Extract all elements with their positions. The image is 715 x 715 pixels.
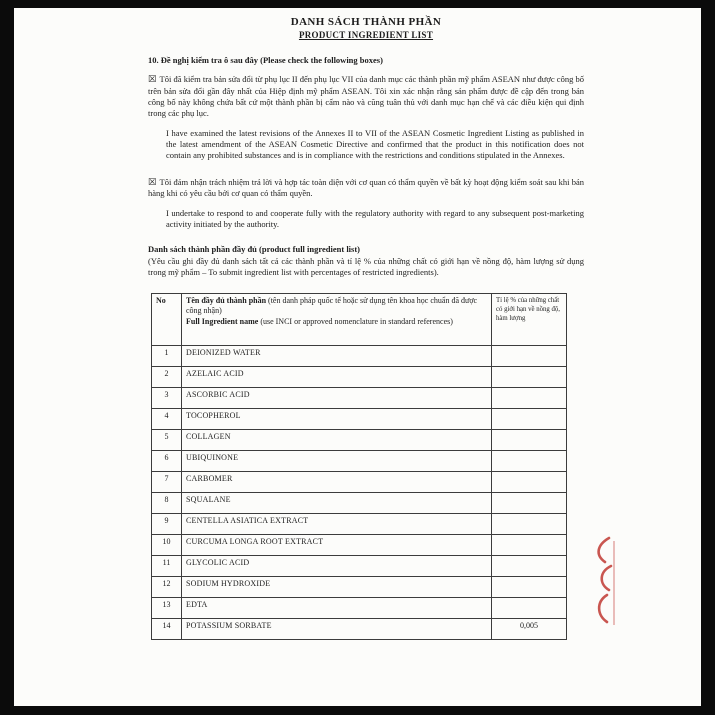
table-header-row [152,293,567,345]
col-header-ingredient-name [182,293,492,345]
cell-name: UBIQUINONE [182,450,492,471]
document-title-vietnamese: DANH SÁCH THÀNH PHẦN [290,16,442,28]
table-row [152,345,567,366]
cell-pct [492,429,567,450]
cell-no: 7 [152,471,182,492]
cell-name: DEIONIZED WATER [182,345,492,366]
cell-pct: 0,005 [492,618,567,639]
full-ingredient-list-heading: Danh sách thành phần đầy đủ (product full ingredient list) [148,244,361,255]
table-row [152,408,567,429]
table-row [152,597,567,618]
cell-no: 8 [152,492,182,513]
cell-pct [492,450,567,471]
document-title-english: PRODUCT INGREDIENT LIST [298,30,434,40]
section-10-heading: 10. Đề nghị kiểm tra ô sau đây (Please check the following boxes) [148,55,383,65]
cell-pct [492,387,567,408]
cell-pct [492,513,567,534]
cell-no: 13 [152,597,182,618]
table-row [152,387,567,408]
cell-name: SQUALANE [182,492,492,513]
cell-pct [492,408,567,429]
cell-pct [492,597,567,618]
cell-name: ASCORBIC ACID [182,387,492,408]
checked-checkbox-icon: ☒ [148,75,157,85]
col-header-no: No [152,293,182,345]
table-row [152,429,567,450]
cell-name: CARBOMER [182,471,492,492]
cell-pct [492,366,567,387]
table-row [152,513,567,534]
checked-checkbox-icon: ☒ [148,177,157,188]
header-name-vi-rest: (tên danh pháp quốc tế hoặc sử dụng tên khoa học chuẩn đã được công nhận) [186,295,478,316]
cell-pct [492,345,567,366]
declaration-1-vietnamese [148,74,584,119]
cell-no: 14 [152,618,182,639]
declaration-2-vietnamese [148,177,584,200]
cell-name: CURCUMA LONGA ROOT EXTRACT [182,534,492,555]
header-name-en-rest: (use INCI or approved nomenclature in standard references) [260,317,453,327]
table-row [152,471,567,492]
ingredient-table [151,293,567,640]
table-row [152,450,567,471]
cell-name: SODIUM HYDROXIDE [182,576,492,597]
header-name-vi-bold: Tên đầy đủ thành phần [186,295,267,305]
declaration-2-vietnamese-text: Tôi đảm nhận trách nhiệm trả lời và hợp tác toàn diện với cơ quan có thẩm quyền về bất kỳ hoạt động kiểm soát sau khi bán hàng khi có yêu cầu bởi cơ quan có thẩm quyền. [148,176,584,199]
cell-name: POTASSIUM SORBATE [182,618,492,639]
cell-pct [492,576,567,597]
col-header-percentage: Tỉ lệ % của những chất có giới hạn về nồng độ, hàm lượng [492,293,567,345]
cell-no: 5 [152,429,182,450]
declaration-1-english: I have examined the latest revisions of the Annexes II to VII of the ASEAN Cosmetic Ingredient Listing as published in the latest amendment of the ASEAN Cosmetic Directive and confirmed that the product in this notification does not contain any prohibited substances and is in compliance with the restrictions and conditions stipulated in the Annexes. [166,127,584,160]
cell-no: 4 [152,408,182,429]
cell-name: CENTELLA ASIATICA EXTRACT [182,513,492,534]
table-row [152,366,567,387]
cell-pct [492,471,567,492]
cell-no: 12 [152,576,182,597]
cell-name: GLYCOLIC ACID [182,555,492,576]
cell-name: TOCOPHEROL [182,408,492,429]
table-row [152,618,567,639]
cell-pct [492,492,567,513]
cell-pct [492,555,567,576]
cell-name: AZELAIC ACID [182,366,492,387]
table-row [152,576,567,597]
table-row [152,555,567,576]
declaration-1-vietnamese-text: Tôi đã kiểm tra bản sửa đổi từ phụ lục II đến phụ lục VII của danh mục các thành phần mỹ phẩm ASEAN như được công bố trên bản sửa đổi gần đây nhất của Hiệp định mỹ phẩm ASEAN. Tôi xin xác nhận rằng sản phẩm được đề cập đến trong bản công bố này không chứa bất cứ một thành phần bị cấm nào và cũng tuân thủ với danh mục hạn chế và các điều kiện qui định trong các phụ lục. [148,74,584,118]
cell-pct [492,534,567,555]
header-name-en-bold: Full Ingredient name [186,317,259,327]
ingredient-table-body [152,345,567,639]
full-ingredient-list-note: (Yêu cầu ghi đầy đủ danh sách tất cả các thành phần và tỉ lệ % của những chất có giới hạn về nồng độ, hàm lượng sử dụng trong mỹ phẩm – To submit ingredient list with percentages of restricted ingredients). [148,256,584,278]
cell-no: 2 [152,366,182,387]
cell-no: 11 [152,555,182,576]
table-row [152,534,567,555]
cell-no: 6 [152,450,182,471]
cell-no: 1 [152,345,182,366]
red-stamp-mark [589,535,619,633]
cell-name: EDTA [182,597,492,618]
cell-name: COLLAGEN [182,429,492,450]
table-row [152,492,567,513]
cell-no: 3 [152,387,182,408]
declaration-2-english: I undertake to respond to and cooperate fully with the regulatory authority with regard to any subsequent post-marketing activity initiated by the authority. [166,208,584,230]
cell-no: 10 [152,534,182,555]
cell-no: 9 [152,513,182,534]
